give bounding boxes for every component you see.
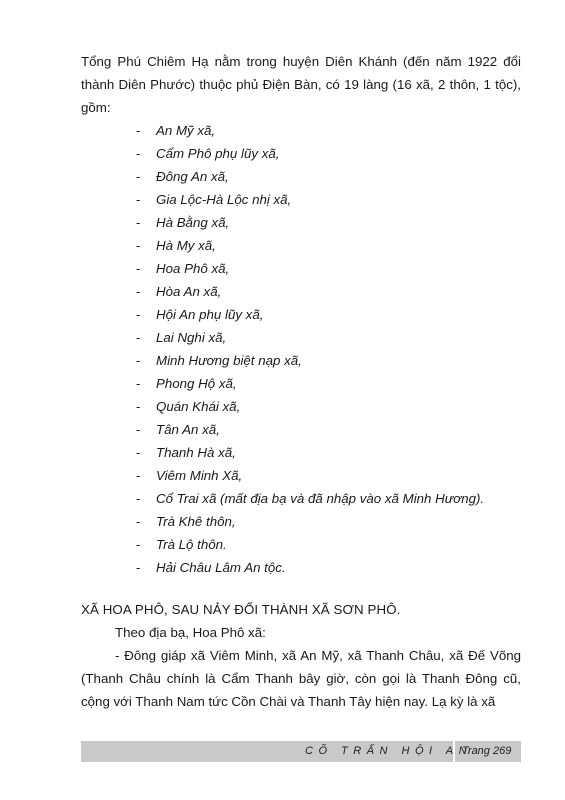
list-item <box>136 464 484 487</box>
village-name: Đông An xã, <box>156 169 229 184</box>
list-bullet: - <box>136 422 141 437</box>
list-bullet: - <box>136 192 141 207</box>
list-item <box>136 533 484 556</box>
village-name: Minh Hương biệt nạp xã, <box>156 353 302 368</box>
footer-book-title: CÕ TRẤN HỘI AN <box>305 745 473 757</box>
village-name: Trà Khê thôn, <box>156 514 236 529</box>
village-name: Thanh Hà xã, <box>156 445 236 460</box>
village-name: Hà Bằng xã, <box>156 215 230 230</box>
village-name: Trà Lộ thôn. <box>156 537 227 552</box>
list-bullet: - <box>136 261 141 276</box>
list-item <box>136 119 484 142</box>
list-item <box>136 234 484 257</box>
list-bullet: - <box>136 491 141 506</box>
list-item <box>136 510 484 533</box>
village-name: Cổ Trai xã (mất địa bạ và đã nhập vào xã Minh Hương). <box>156 491 485 506</box>
village-name: Viêm Minh Xã, <box>156 468 243 483</box>
section-title: XÃ HOA PHÔ, SAU NẢY ĐỔI THÀNH XÃ SƠN PHÔ. <box>81 602 401 617</box>
list-item <box>136 280 484 303</box>
list-bullet: - <box>136 560 141 575</box>
village-name: An Mỹ xã, <box>156 123 216 138</box>
list-bullet: - <box>136 353 141 368</box>
list-item <box>136 487 484 510</box>
list-bullet: - <box>136 169 141 184</box>
list-item <box>136 303 484 326</box>
list-item <box>136 188 484 211</box>
list-bullet: - <box>136 330 141 345</box>
list-item <box>136 165 484 188</box>
village-name: Gia Lộc-Hà Lộc nhị xã, <box>156 192 292 207</box>
village-name: Phong Hộ xã, <box>156 376 237 391</box>
village-name: Hoa Phô xã, <box>156 261 230 276</box>
list-bullet: - <box>136 537 141 552</box>
village-name: Lai Nghi xã, <box>156 330 227 345</box>
list-item <box>136 372 484 395</box>
list-bullet: - <box>136 376 141 391</box>
list-item <box>136 142 484 165</box>
list-bullet: - <box>136 284 141 299</box>
list-bullet: - <box>136 146 141 161</box>
body-paragraph: Theo địa bạ, Hoa Phô xã: <box>115 625 266 640</box>
list-item <box>136 211 484 234</box>
village-name: Hà My xã, <box>156 238 216 253</box>
list-bullet: - <box>136 445 141 460</box>
list-bullet: - <box>136 238 141 253</box>
page-number: Trang 269 <box>462 745 512 757</box>
list-item <box>136 349 484 372</box>
body-paragraph: - Đông giáp xã Viêm Minh, xã An Mỹ, xã Thanh Châu, xã Đế Võng (Thanh Châu chính là Cẩm Thanh bây giờ, còn gọi là Thanh Đông cũ, cộng với Thanh Nam tức Cồn Chài và Thanh Tây hiện nay. Lạ kỳ là xã <box>81 648 521 709</box>
village-name: Quán Khái xã, <box>156 399 241 414</box>
village-name: Hải Châu Lâm An tộc. <box>156 560 286 575</box>
list-bullet: - <box>136 514 141 529</box>
list-bullet: - <box>136 399 141 414</box>
village-name: Tân An xã, <box>156 422 220 437</box>
list-item <box>136 441 484 464</box>
village-name: Hòa An xã, <box>156 284 222 299</box>
list-bullet: - <box>136 468 141 483</box>
list-bullet: - <box>136 215 141 230</box>
list-item <box>136 326 484 349</box>
village-name: Cẩm Phô phụ lũy xã, <box>156 146 280 161</box>
list-item <box>136 395 484 418</box>
list-bullet: - <box>136 123 141 138</box>
list-item <box>136 556 484 579</box>
list-item <box>136 418 484 441</box>
list-item <box>136 257 484 280</box>
village-list <box>136 119 484 579</box>
list-bullet: - <box>136 307 141 322</box>
village-name: Hội An phụ lũy xã, <box>156 307 264 322</box>
intro-paragraph: Tổng Phú Chiêm Hạ nằm trong huyện Diên Khánh (đến năm 1922 đổi thành Diên Phước) thuộc phủ Điện Bàn, có 19 làng (16 xã, 2 thôn, 1 tộc), gồm: <box>81 54 521 115</box>
